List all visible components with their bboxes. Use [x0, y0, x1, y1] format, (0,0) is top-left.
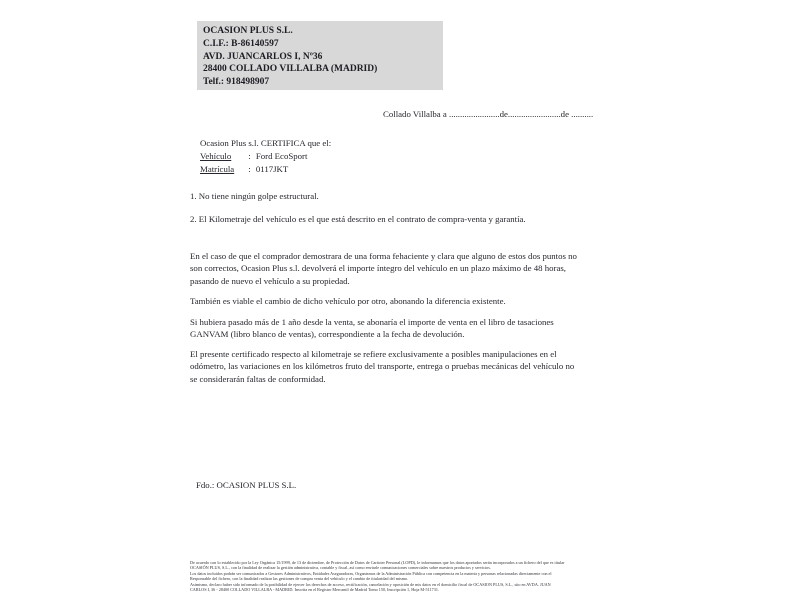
certified-point-2: 2. El Kilometraje del vehículo es el que está descrito en el contrato de compra-venta y garantía.: [190, 214, 526, 224]
text-line: OCASION PLUS S.L.: [203, 26, 293, 36]
plate-label: Matrícula: [200, 163, 235, 174]
company-letterhead: [197, 21, 443, 90]
text-line: OCASIÓN PLUS, S.L., con la finalidad de realizar la gestión administrativa, contable y fiscal, así como enviarle comunicaciones comerciales sobre nuestros productos y servicios.: [190, 565, 491, 571]
text-line: El presente certificado respecto al kilometraje se refiere exclusivamente a posibles manipulaciones en el: [190, 349, 557, 359]
text-line: Responsable del fichero, con la finalidad realizar las gestiones de compra venta del vehículo y el cambio de titularidad del mismo.: [190, 576, 409, 582]
text-line: odómetro, las variaciones en los kilómetros fruto del transporte, entrega o pruebas mecánicas del vehículo no: [190, 361, 575, 372]
plate-field: [200, 163, 331, 176]
refund-clause-paragraph: [190, 250, 577, 287]
certification-block: [200, 137, 331, 175]
text-line: pasando de nuevo el vehículo a su propiedad.: [190, 275, 350, 286]
text-line: Si hubiera pasado más de 1 año desde la venta, se abonaría el importe de venta en el libro de tasaciones: [190, 317, 554, 327]
vehicle-label: Vehículo: [200, 150, 232, 161]
plate-separator: :: [248, 163, 251, 174]
text-line: CARLOS I, 36 - 28400 COLLADO VILLALBA - MADRID. Inscrita en el Registro Mercantil de Madrid Tomo 150, Inscripción 1, Hoja M-511731.: [190, 587, 439, 593]
certification-intro: Ocasion Plus s.l. CERTIFICA que el:: [200, 138, 332, 148]
text-line: 28400 COLLADO VILLALBA (MADRID): [203, 64, 378, 75]
text-line: se considerarán faltas de conformidad.: [190, 373, 326, 384]
text-line: Telf.: 918498907: [203, 77, 270, 88]
plate-value: 0117JKT: [255, 163, 289, 174]
odometer-clause-paragraph: [190, 348, 574, 385]
text-line: son correctos, Ocasion Plus s.l. devolverá el importe íntegro del vehículo en un plazo máximo de 48 horas,: [190, 263, 566, 274]
vehicle-field: [200, 150, 331, 163]
text-line: Asimismo, declaro haber sido informado de la posibilidad de ejercer los derechos de acceso, rectificación, cancelación y oposición de mis datos en el domicilio fiscal de OCASION PLUS, S.L., sito en AVDA. JUAN: [190, 581, 551, 587]
certified-point-1: 1. No tiene ningún golpe estructural.: [190, 191, 319, 201]
legal-footer: [190, 560, 564, 592]
exchange-clause-line: También es viable el cambio de dicho vehículo por otro, abonando la diferencia existente.: [190, 296, 506, 306]
text-line: C.I.F.: B-86140597: [203, 38, 279, 49]
text-line: De acuerdo con lo establecido por la Ley Orgánica 15/1999, de 13 de diciembre, de Protección de Datos de Carácter Personal (LOPD), le informamos que los datos aportados serán incorporados a un fichero del que es titular: [190, 560, 565, 565]
date-fill-in-line: Collado Villalba a .......................de........................de ..........: [383, 109, 594, 119]
ganvam-clause-paragraph: [190, 316, 554, 341]
vehicle-value: Ford EcoSport: [255, 150, 308, 161]
signature-line: Fdo.: OCASION PLUS S.L.: [196, 480, 297, 490]
text-line: GANVAM (libro blanco de ventas), correspondiente a la fecha de devolución.: [190, 329, 465, 340]
text-line: En el caso de que el comprador demostrara de una forma fehaciente y clara que alguno de estos dos puntos no: [190, 251, 577, 261]
vehicle-separator: :: [248, 150, 251, 161]
text-line: AVD. JUANCARLOS I, Nº36: [203, 51, 323, 62]
text-line: Los datos incluidos podrán ser comunicados a Gestores Administrativos, Entidades Aseguradoras, Organismos de la Administración Pública con competencia en la materia y personas relacionadas directamente con el: [190, 570, 552, 576]
